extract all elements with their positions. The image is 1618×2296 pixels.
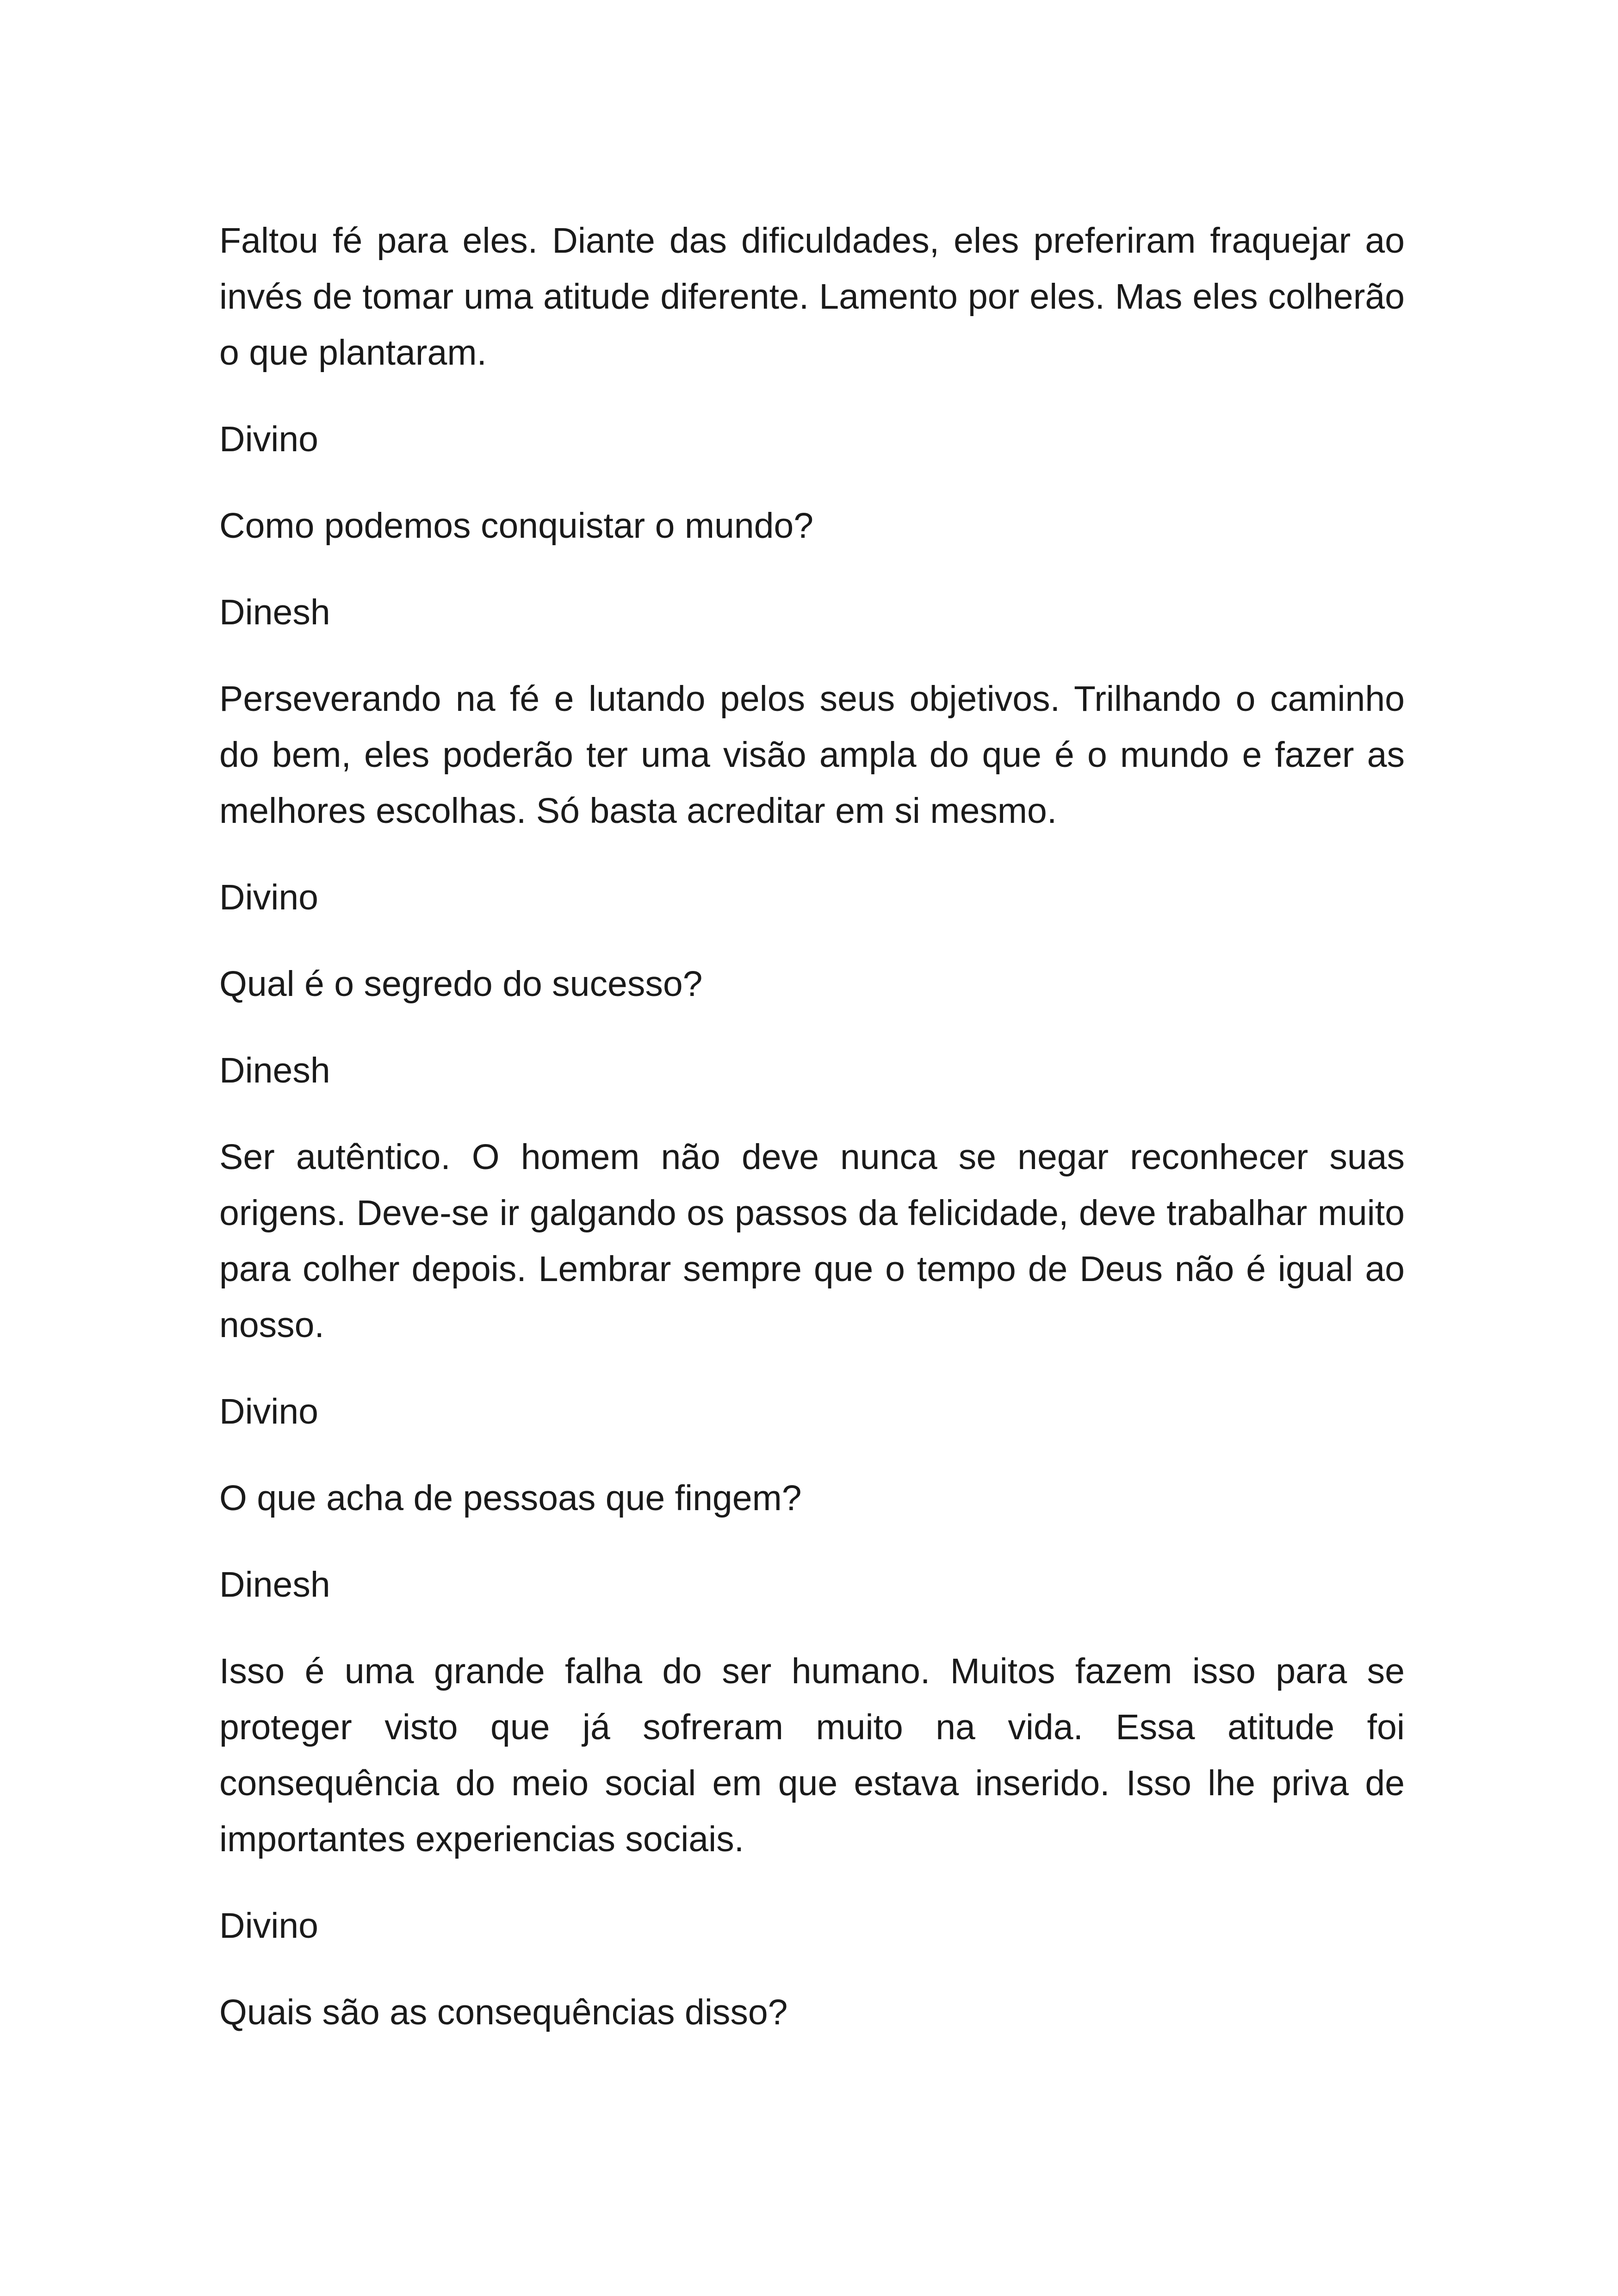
- speaker-name: Dinesh: [219, 1565, 330, 1605]
- paragraph: Faltou fé para eles. Diante das dificuldades, eles preferiram fraquejar ao invés de tomar uma atitude diferente. Lamento por eles. Mas eles colherão o que plantaram.: [219, 221, 1405, 373]
- paragraph: Como podemos conquistar o mundo?: [219, 506, 814, 546]
- paragraph: Isso é uma grande falha do ser humano. Muitos fazem isso para se proteger visto que já sofreram muito na vida. Essa atitude foi consequência do meio social em que estava inserido. Isso lhe priva de importantes experiencias sociais.: [219, 1651, 1405, 1859]
- paragraph: O que acha de pessoas que fingem?: [219, 1478, 802, 1518]
- speaker-name: Dinesh: [219, 592, 330, 632]
- speaker-name: Divino: [219, 877, 318, 917]
- paragraph: Perseverando na fé e lutando pelos seus objetivos. Trilhando o caminho do bem, eles poderão ter uma visão ampla do que é o mundo e fazer as melhores escolhas. Só basta acreditar em si mesmo.: [219, 679, 1405, 831]
- speaker-name: Dinesh: [219, 1051, 330, 1090]
- speaker-name: Divino: [219, 1906, 318, 1946]
- speaker-name: Divino: [219, 419, 318, 459]
- speaker-name: Divino: [219, 1392, 318, 1431]
- paragraph: Quais são as consequências disso?: [219, 1992, 788, 2032]
- paragraph: Ser autêntico. O homem não deve nunca se negar reconhecer suas origens. Deve-se ir galgando os passos da felicidade, deve trabalhar muito para colher depois. Lembrar sempre que o tempo de Deus não é igual ao nosso.: [219, 1137, 1405, 1345]
- paragraph: Qual é o segredo do sucesso?: [219, 964, 703, 1004]
- document-body: [219, 213, 1405, 2071]
